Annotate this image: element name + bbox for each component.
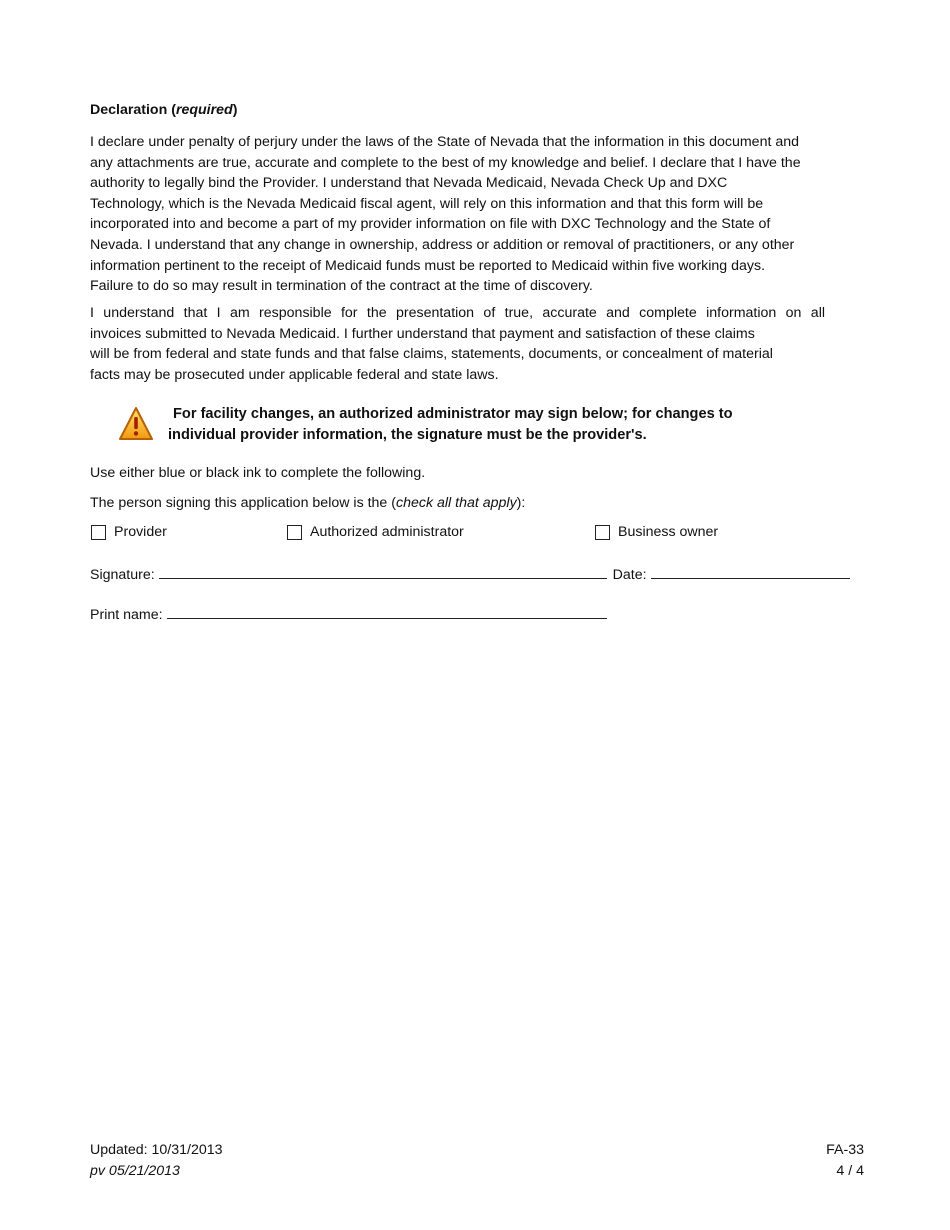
print-name-label: Print name: bbox=[90, 607, 163, 623]
declaration-line: Failure to do so may result in termination of the contract at the time of discovery. bbox=[90, 278, 593, 295]
option-label: Provider bbox=[114, 524, 167, 540]
warning-line: individual provider information, the signature must be the provider's. bbox=[168, 427, 647, 443]
option-label: Business owner bbox=[618, 524, 719, 540]
signature-row bbox=[90, 565, 850, 583]
form-id: FA-33 bbox=[826, 1142, 864, 1158]
print-name-field[interactable] bbox=[167, 605, 607, 619]
declaration-line: incorporated into and become a part of my provider information on file with DXC Technology and the State of bbox=[90, 216, 771, 233]
option-business-owner[interactable] bbox=[595, 524, 718, 540]
declaration-line: invoices submitted to Nevada Medicaid. I further understand that payment and satisfaction of these claims bbox=[90, 325, 755, 342]
page-number: 4 / 4 bbox=[836, 1163, 864, 1179]
ink-instruction: Use either blue or black ink to complete the following. bbox=[90, 465, 426, 481]
signature-field[interactable] bbox=[159, 565, 607, 579]
declaration-line: Technology, which is the Nevada Medicaid fiscal agent, will rely on this information and that this form will be bbox=[90, 195, 764, 212]
authorized-administrator-checkbox[interactable] bbox=[287, 525, 302, 540]
declaration-line: facts may be prosecuted under applicable federal and state laws. bbox=[90, 366, 499, 383]
declaration-heading: Declaration (required) bbox=[90, 102, 238, 118]
footer-form-info bbox=[826, 1140, 864, 1182]
declaration-line: any attachments are true, accurate and complete to the best of my knowledge and belief. I declare that I have the bbox=[90, 154, 801, 171]
updated-date: Updated: 10/31/2013 bbox=[90, 1142, 223, 1158]
declaration-line: information pertinent to the receipt of Medicaid funds must be reported to Medicaid within five working days. bbox=[90, 257, 766, 274]
footer-dates bbox=[90, 1140, 223, 1182]
declaration-line: I declare under penalty of perjury under the laws of the State of Nevada that the information in this document and bbox=[90, 134, 800, 150]
required-label: required bbox=[175, 102, 233, 118]
declaration-line: authority to legally bind the Provider. I understand that Nevada Medicaid, Nevada Check Up and DXC bbox=[90, 175, 728, 192]
date-label: Date: bbox=[612, 567, 647, 583]
declaration-paragraph-2 bbox=[90, 303, 825, 385]
pv-date: pv 05/21/2013 bbox=[90, 1163, 180, 1179]
business-owner-checkbox[interactable] bbox=[595, 525, 610, 540]
option-authorized-administrator[interactable] bbox=[287, 524, 464, 540]
declaration-line: I understand that I am responsible for the presentation of true, accurate and complete information on all bbox=[90, 305, 825, 321]
warning-triangle-icon bbox=[118, 406, 154, 442]
date-field[interactable] bbox=[651, 565, 850, 579]
print-name-row bbox=[90, 605, 607, 623]
signature-label: Signature: bbox=[90, 567, 155, 583]
warning-line: For facility changes, an authorized administrator may sign below; for changes to bbox=[173, 406, 733, 422]
provider-checkbox[interactable] bbox=[91, 525, 106, 540]
signer-instruction: The person signing this application below is the (check all that apply): bbox=[90, 495, 526, 511]
signature-warning bbox=[168, 404, 858, 446]
declaration-paragraph-1 bbox=[90, 132, 862, 297]
declaration-line: will be from federal and state funds and that false claims, statements, documents, or concealment of material bbox=[90, 346, 773, 363]
option-label: Authorized administrator bbox=[310, 524, 464, 540]
option-provider[interactable] bbox=[91, 524, 167, 540]
declaration-line: Nevada. I understand that any change in ownership, address or addition or removal of practitioners, or any other bbox=[90, 236, 795, 253]
